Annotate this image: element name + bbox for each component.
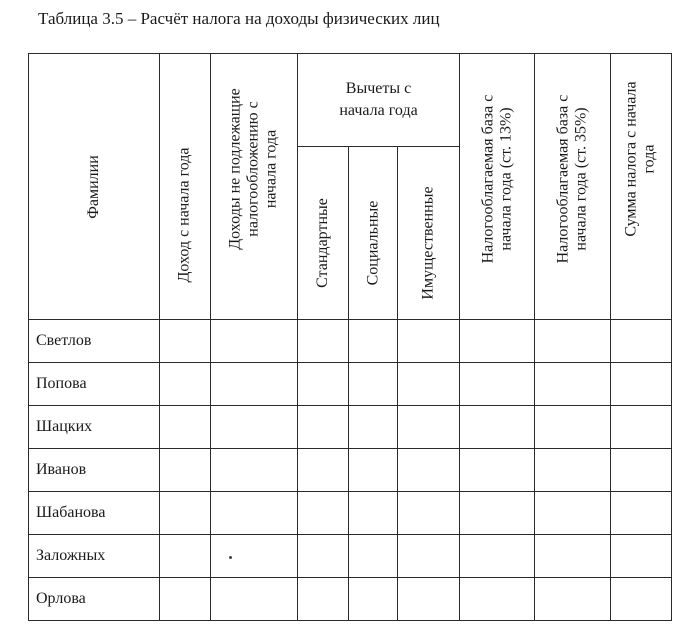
surname-cell: Заложных <box>29 535 160 578</box>
income-cell <box>160 578 211 621</box>
base-35-cell <box>535 578 611 621</box>
income-cell <box>160 363 211 406</box>
base-35-cell <box>535 535 611 578</box>
tax-sum-cell <box>611 578 672 621</box>
tax-sum-cell <box>611 492 672 535</box>
header-base-35: Налогооблагаемая база с начала года (ст. 35%) <box>535 54 611 320</box>
tax-sum-cell <box>611 320 672 363</box>
tax-sum-cell <box>611 535 672 578</box>
property-cell <box>398 535 460 578</box>
property-cell <box>398 320 460 363</box>
table-row <box>29 449 672 492</box>
header-income: Доход с начала года <box>160 54 211 320</box>
base-35-cell <box>535 449 611 492</box>
social-cell <box>349 449 398 492</box>
standard-cell <box>298 492 349 535</box>
table-row <box>29 578 672 621</box>
base-13-cell <box>460 449 535 492</box>
base-13-cell <box>460 535 535 578</box>
surname-cell: Иванов <box>29 449 160 492</box>
property-cell <box>398 363 460 406</box>
header-base-13: Налогооблагаемая база с начала года (ст. 13%) <box>460 54 535 320</box>
income-cell <box>160 449 211 492</box>
surname-cell: Светлов <box>29 320 160 363</box>
table-row <box>29 363 672 406</box>
standard-cell <box>298 363 349 406</box>
table-row <box>29 535 672 578</box>
tax-table <box>28 53 672 621</box>
nontaxable-cell <box>211 320 298 363</box>
table-caption: Таблица 3.5 – Расчёт налога на доходы физических лиц <box>38 9 440 28</box>
base-13-cell <box>460 363 535 406</box>
table-row <box>29 320 672 363</box>
header-nontaxable: Доходы не подлежащие налогообложению с начала года <box>211 54 298 320</box>
social-cell <box>349 578 398 621</box>
base-35-cell <box>535 406 611 449</box>
property-cell <box>398 406 460 449</box>
social-cell <box>349 535 398 578</box>
nontaxable-cell <box>211 363 298 406</box>
base-35-cell <box>535 363 611 406</box>
standard-cell <box>298 320 349 363</box>
table-row <box>29 406 672 449</box>
standard-cell <box>298 406 349 449</box>
social-cell <box>349 363 398 406</box>
base-35-cell <box>535 492 611 535</box>
base-13-cell <box>460 492 535 535</box>
base-13-cell <box>460 406 535 449</box>
nontaxable-cell <box>211 578 298 621</box>
property-cell <box>398 492 460 535</box>
social-cell <box>349 492 398 535</box>
income-cell <box>160 492 211 535</box>
property-cell <box>398 578 460 621</box>
nontaxable-cell <box>211 535 298 578</box>
income-cell <box>160 406 211 449</box>
table-row <box>29 492 672 535</box>
header-standard: Стандартные <box>298 147 349 320</box>
header-surnames: Фамилии <box>29 54 160 320</box>
header-deductions: Вычеты с начала года <box>298 54 460 147</box>
standard-cell <box>298 578 349 621</box>
standard-cell <box>298 535 349 578</box>
header-social: Социальные <box>349 147 398 320</box>
standard-cell <box>298 449 349 492</box>
header-tax-sum: Сумма налога с начала года <box>611 54 672 320</box>
income-cell <box>160 535 211 578</box>
nontaxable-cell <box>211 449 298 492</box>
surname-cell: Шабанова <box>29 492 160 535</box>
tax-sum-cell <box>611 449 672 492</box>
surname-cell: Орлова <box>29 578 160 621</box>
tax-sum-cell <box>611 363 672 406</box>
nontaxable-cell <box>211 406 298 449</box>
surname-cell: Попова <box>29 363 160 406</box>
base-13-cell <box>460 320 535 363</box>
property-cell <box>398 449 460 492</box>
social-cell <box>349 320 398 363</box>
base-35-cell <box>535 320 611 363</box>
tax-sum-cell <box>611 406 672 449</box>
header-property: Имущественные <box>398 147 460 320</box>
scan-speck <box>229 556 232 559</box>
social-cell <box>349 406 398 449</box>
nontaxable-cell <box>211 492 298 535</box>
surname-cell: Шацких <box>29 406 160 449</box>
income-cell <box>160 320 211 363</box>
base-13-cell <box>460 578 535 621</box>
